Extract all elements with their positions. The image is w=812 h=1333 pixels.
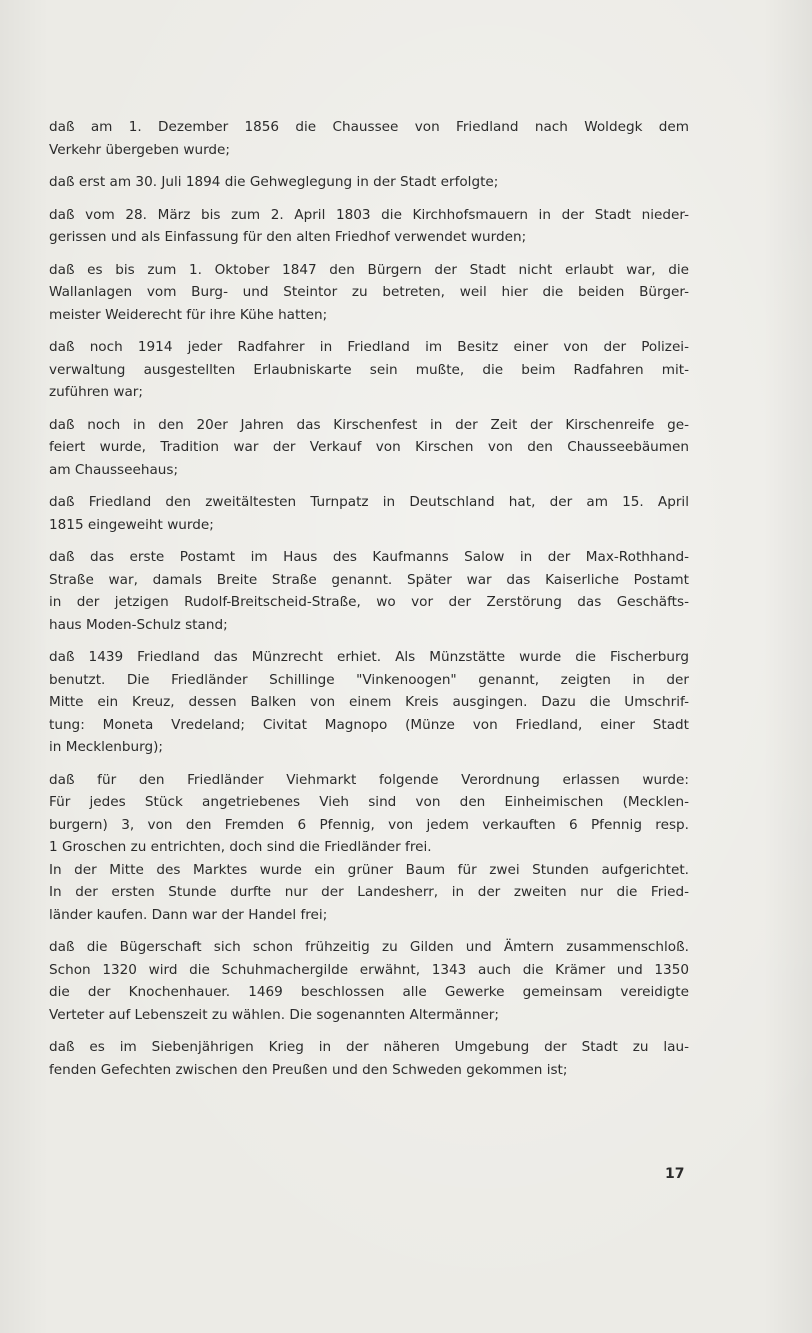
paragraph bbox=[49, 171, 689, 194]
text-line: daß es bis zum 1. Oktober 1847 den Bürgern der Stadt nicht erlaubt war, die bbox=[49, 261, 689, 278]
text-line: daß vom 28. März bis zum 2. April 1803 die Kirchhofsmauern in der Stadt nieder- bbox=[49, 206, 689, 223]
text-line: Wallanlagen vom Burg- und Steintor zu betreten, weil hier die beiden Bürger- bbox=[49, 284, 689, 300]
paragraph bbox=[49, 769, 689, 927]
text-line: in Mecklenburg); bbox=[49, 739, 164, 755]
text-line: daß für den Friedländer Viehmarkt folgende Verordnung erlassen wurde: bbox=[49, 771, 689, 788]
paragraph bbox=[49, 936, 689, 1026]
text-line: daß das erste Postamt im Haus des Kaufmanns Salow in der Max-Rothhand- bbox=[49, 549, 689, 565]
text-line: In der Mitte des Marktes wurde ein grüner Baum für zwei Stunden aufgerichtet. bbox=[49, 861, 689, 878]
paragraph bbox=[49, 646, 689, 759]
text-line: haus Moden-Schulz stand; bbox=[49, 616, 228, 633]
paragraph bbox=[49, 204, 689, 249]
paragraph bbox=[49, 491, 689, 536]
text-line: Für jedes Stück angetriebenes Vieh sind von den Einheimischen (Mecklen- bbox=[49, 794, 689, 810]
text-line: zuführen war; bbox=[49, 384, 143, 400]
paragraph bbox=[49, 414, 689, 482]
text-line: daß noch in den 20er Jahren das Kirschenfest in der Zeit der Kirschenreife ge- bbox=[49, 416, 689, 433]
paragraph bbox=[49, 1036, 689, 1081]
text-line: daß 1439 Friedland das Münzrecht erhiet. Als Münzstätte wurde die Fischerburg bbox=[49, 649, 689, 665]
text-line: fenden Gefechten zwischen den Preußen und den Schweden gekommen ist; bbox=[49, 1061, 568, 1078]
text-line: daß die Bügerschaft sich schon frühzeitig zu Gilden und Ämtern zusammenschloß. bbox=[49, 939, 689, 955]
text-line: Verteter auf Lebenszeit zu wählen. Die sogenannten Altermänner; bbox=[49, 1006, 499, 1023]
text-line: die der Knochenhauer. 1469 beschlossen alle Gewerke gemeinsam vereidigte bbox=[49, 984, 689, 1000]
text-line: länder kaufen. Dann war der Handel frei; bbox=[49, 906, 328, 923]
text-line: In der ersten Stunde durfte nur der Landesherr, in der zweiten nur die Fried- bbox=[49, 884, 689, 900]
text-line: am Chausseehaus; bbox=[49, 461, 179, 478]
body-text bbox=[49, 116, 689, 1091]
text-line: daß am 1. Dezember 1856 die Chaussee von Friedland nach Woldegk dem bbox=[49, 119, 689, 135]
text-line: burgern) 3, von den Fremden 6 Pfennig, von jedem verkauften 6 Pfennig resp. bbox=[49, 816, 689, 833]
text-line: tung: Moneta Vredeland; Civitat Magnopo (Münze von Friedland, einer Stadt bbox=[49, 716, 689, 733]
paragraph bbox=[49, 259, 689, 327]
paragraph bbox=[49, 116, 689, 161]
text-line: daß es im Siebenjährigen Krieg in der näheren Umgebung der Stadt zu lau- bbox=[49, 1039, 689, 1055]
text-line: meister Weiderecht für ihre Kühe hatten; bbox=[49, 306, 328, 323]
text-line: verwaltung ausgestellten Erlaubniskarte sein mußte, die beim Radfahren mit- bbox=[49, 361, 689, 378]
text-line: gerissen und als Einfassung für den alten Friedhof verwendet wurden; bbox=[49, 229, 527, 245]
text-line: daß Friedland den zweitältesten Turnpatz in Deutschland hat, der am 15. April bbox=[49, 494, 689, 510]
text-line: feiert wurde, Tradition war der Verkauf von Kirschen von den Chausseebäumen bbox=[49, 439, 689, 455]
text-line: daß erst am 30. Juli 1894 die Gehweglegung in der Stadt erfolgte; bbox=[49, 174, 499, 190]
text-line: Verkehr übergeben wurde; bbox=[49, 141, 231, 158]
paragraph bbox=[49, 546, 689, 636]
text-line: daß noch 1914 jeder Radfahrer in Friedland im Besitz einer von der Polizei- bbox=[49, 339, 689, 355]
page-number: 17 bbox=[665, 1166, 685, 1182]
text-line: Schon 1320 wird die Schuhmachergilde erwähnt, 1343 auch die Krämer und 1350 bbox=[49, 961, 689, 978]
text-line: 1815 eingeweiht wurde; bbox=[49, 516, 214, 533]
text-line: benutzt. Die Friedländer Schillinge "Vinkenoogen" genannt, zeigten in der bbox=[49, 671, 689, 688]
text-line: Straße war, damals Breite Straße genannt. Später war das Kaiserliche Postamt bbox=[49, 571, 689, 588]
text-line: 1 Groschen zu entrichten, doch sind die Friedländer frei. bbox=[49, 839, 432, 855]
paragraph bbox=[49, 336, 689, 404]
text-line: in der jetzigen Rudolf-Breitscheid-Straße, wo vor der Zerstörung das Geschäfts- bbox=[49, 594, 689, 610]
text-line: Mitte ein Kreuz, dessen Balken von einem Kreis ausgingen. Dazu die Umschrif- bbox=[49, 694, 689, 710]
